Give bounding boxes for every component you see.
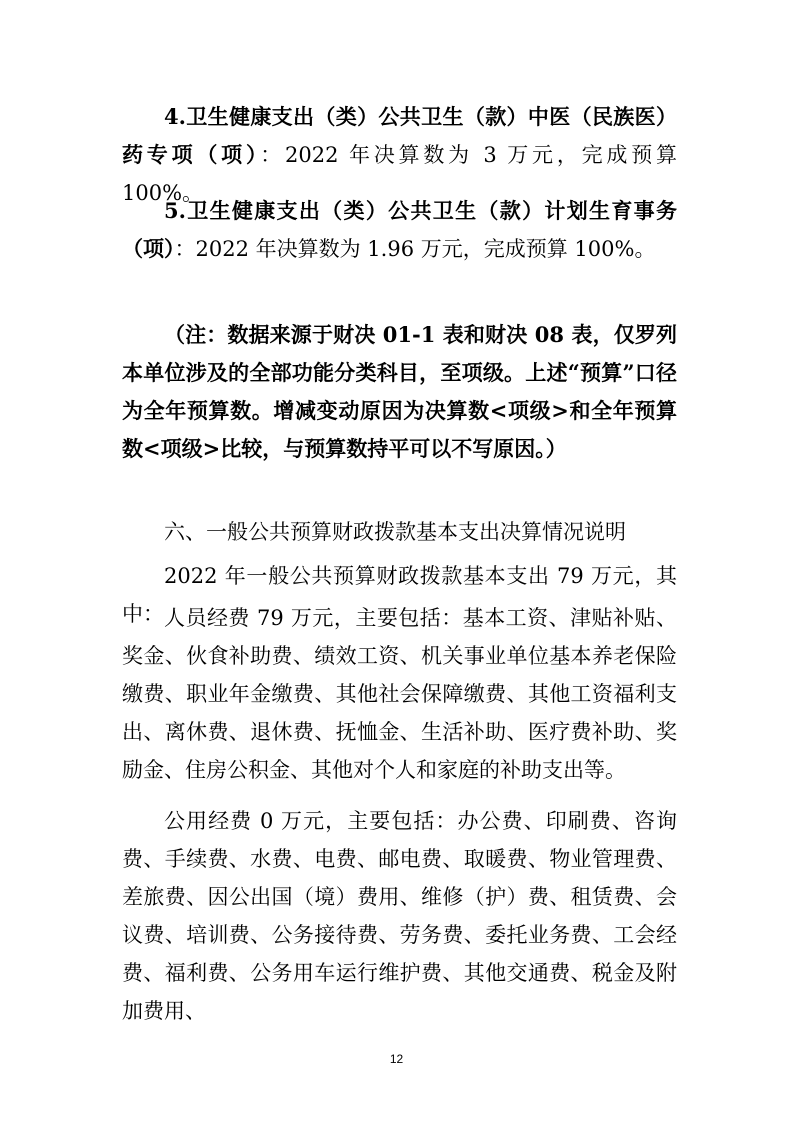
item-4-lead: 4.卫生健康支出（类）公共卫生（款）中医（民族医）药专项（项） [122, 104, 677, 167]
item-4-tail: ：2022 年决算数为 3 万元，完成预算 100%。 [122, 143, 677, 205]
item-5 [122, 192, 677, 268]
paragraph-summary: 2022 年一般公共预算财政拨款基本支出 79 万元，其中： [122, 564, 677, 626]
item-5-lead: 5.卫生健康支出（类）公共卫生（款）计划生育事务（项） [122, 198, 677, 261]
paragraph-personnel: 人员经费 79 万元，主要包括：基本工资、津贴补贴、奖金、伙食补助费、绩效工资、机关事业单位基本养老保险缴费、职业年金缴费、其他社会保障缴费、其他工资福利支出、离休费、退休费、抚恤金、生活补助、医疗费补助、奖励金、住房公积金、其他对个人和家庭的补助支出等。 [122, 606, 677, 782]
section-title: 六、一般公共预算财政拨款基本支出决算情况说明 [164, 520, 626, 544]
page-number: 12 [389, 1052, 404, 1066]
paragraph-public: 公用经费 0 万元，主要包括：办公费、印刷费、咨询费、手续费、水费、电费、邮电费、取暖费、物业管理费、差旅费、因公出国（境）费用、维修（护）费、租赁费、会议费、培训费、公务接待费、劳务费、委托业务费、工会经费、福利费、公务用车运行维护费、其他交通费、税金及附加费用、 [122, 809, 677, 1023]
note-paragraph: （注：数据来源于财决 01-1 表和财决 08 表，仅罗列本单位涉及的全部功能分类科目，至项级。上述“预算”口径为全年预算数。增减变动原因为决算数<项级>和全年预算数<项级>比较，与预算数持平可以不写原因。） [122, 322, 677, 461]
item-5-tail: ：2022 年决算数为 1.96 万元，完成预算 100%。 [174, 237, 656, 261]
